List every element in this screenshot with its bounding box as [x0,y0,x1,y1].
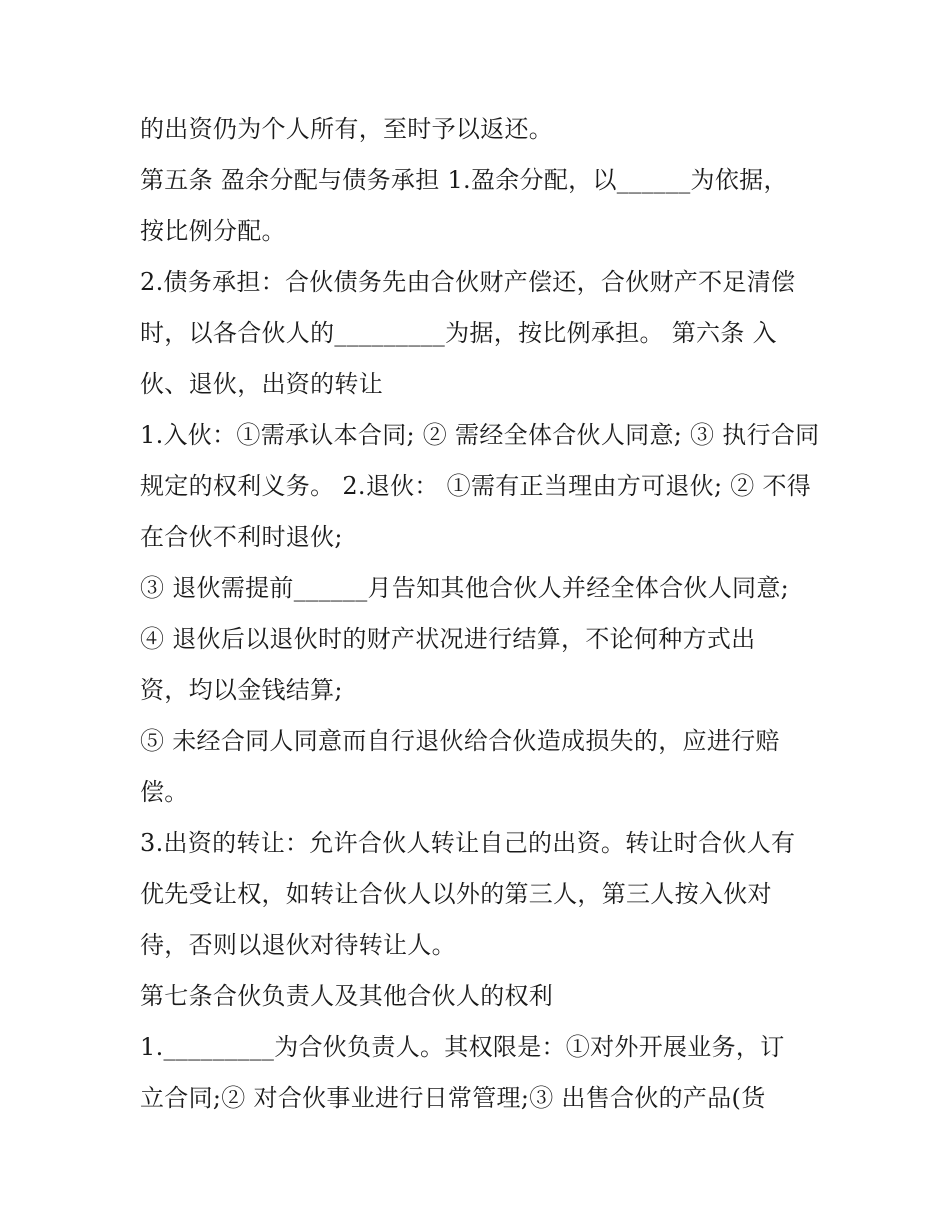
text-line: ⑤ 未经合同人同意而自行退伙给合伙造成损失的，应进行赔 [140,727,780,755]
text-line: 规定的权利义务。 2.退伙： ①需有正当理由方可退伙; ② 不得 [140,472,812,500]
text-line: 伙、退伙，出资的转让 [140,370,383,398]
text-line: 按比例分配。 [140,217,286,245]
document-body [140,104,820,1124]
text-line: 立合同;② 对合伙事业进行日常管理;③ 出售合伙的产品(货 [140,1084,766,1112]
text-line: 时，以各合伙人的_________为据，按比例承担。 第六条 入 [140,319,777,347]
text-line: 1.入伙：①需承认本合同; ② 需经全体合伙人同意; ③ 执行合同 [140,421,820,449]
text-line: 1._________为合伙负责人。其权限是：①对外开展业务，订 [140,1033,785,1061]
text-line: 资，均以金钱结算; [140,676,343,704]
text-line: 优先受让权，如转让合伙人以外的第三人，第三人按入伙对 [140,880,772,908]
text-line: 2.债务承担：合伙债务先由合伙财产偿还，合伙财产不足清偿 [140,268,796,296]
text-line: 待，否则以退伙对待转让人。 [140,931,456,959]
text-line: 在合伙不利时退伙; [140,523,343,551]
text-line: 第七条合伙负责人及其他合伙人的权利 [140,982,554,1010]
text-line: ③ 退伙需提前______月告知其他合伙人并经全体合伙人同意; [140,574,790,602]
text-line: 3.出资的转让：允许合伙人转让自己的出资。转让时合伙人有 [140,829,796,857]
text-line: ④ 退伙后以退伙时的财产状况进行结算，不论何种方式出 [140,625,756,653]
text-line: 的出资仍为个人所有，至时予以返还。 [140,115,554,143]
text-line: 第五条 盈余分配与债务承担 1.盈余分配，以______为依据， [140,166,788,194]
text-line: 偿。 [140,778,189,806]
